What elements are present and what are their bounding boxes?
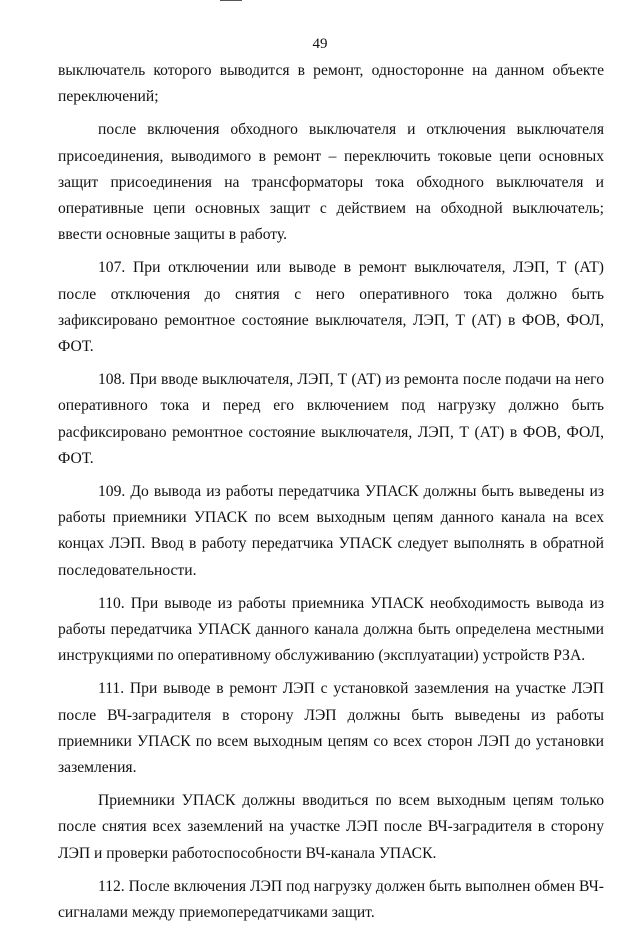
paragraph-112: 112. После включения ЛЭП под нагрузку должен быть выполнен обмен ВЧ-сигналами между приемопередатчиками защит. — [58, 877, 604, 922]
paragraph-111: 111. При выводе в ремонт ЛЭП с установкой заземления на участке ЛЭП после ВЧ-заградителя в сторону ЛЭП должны быть выведены из работы приемники УПАСК по всем выходным цепям со всех сторон ЛЭП до установки заземления. — [58, 680, 604, 777]
paragraph-109: 109. До вывода из работы передатчика УПАСК должны быть выведены из работы приемники УПАСК по всем выходным цепям данного канала на всех концах ЛЭП. Ввод в работу передатчика УПАСК следует выполнять в обратной последовательности. — [58, 483, 604, 579]
paragraph-continuation: выключатель которого выводится в ремонт, односторонне на данном объекте переключений; — [58, 62, 604, 106]
page-body — [58, 58, 604, 933]
paragraph-107: 107. При отключении или выводе в ремонт выключателя, ЛЭП, Т (АТ) после отключения до снятия с него оперативного тока должно быть зафиксировано ремонтное состояние выключателя, ЛЭП, Т (АТ) в ФОВ, ФОЛ, ФОТ. — [58, 259, 604, 356]
paragraph-bypass-switch: после включения обходного выключателя и отключения выключателя присоединения, выводимого в ремонт – переключить токовые цепи основных защит присоединения на трансформаторы тока обходного выключателя и оперативные цепи основных защит с действием на обходной выключатель; ввести основные защиты в работу. — [58, 121, 604, 244]
page-number: 49 — [312, 36, 328, 52]
paragraph-upask-receivers: Приемники УПАСК должны вводиться по всем выходным цепям только после снятия всех заземлений на участке ЛЭП после ВЧ-заградителя в сторону ЛЭП и проверки работоспособности ВЧ-канала УПАСК. — [58, 792, 604, 862]
scan-edge-mark — [220, 0, 242, 1]
paragraph-110: 110. При выводе из работы приемника УПАСК необходимость вывода из работы передатчика УПАСК данного канала должна быть определена местными инструкциями по оперативному обслуживанию (эксплуатации) устройств РЗА. — [58, 594, 604, 665]
paragraph-108: 108. При вводе выключателя, ЛЭП, Т (АТ) из ремонта после подачи на него оперативного тока и перед его включением под нагрузку должно быть расфиксировано ремонтное состояние выключателя, ЛЭП, Т (АТ) в ФОВ, ФОЛ, ФОТ. — [58, 371, 604, 467]
